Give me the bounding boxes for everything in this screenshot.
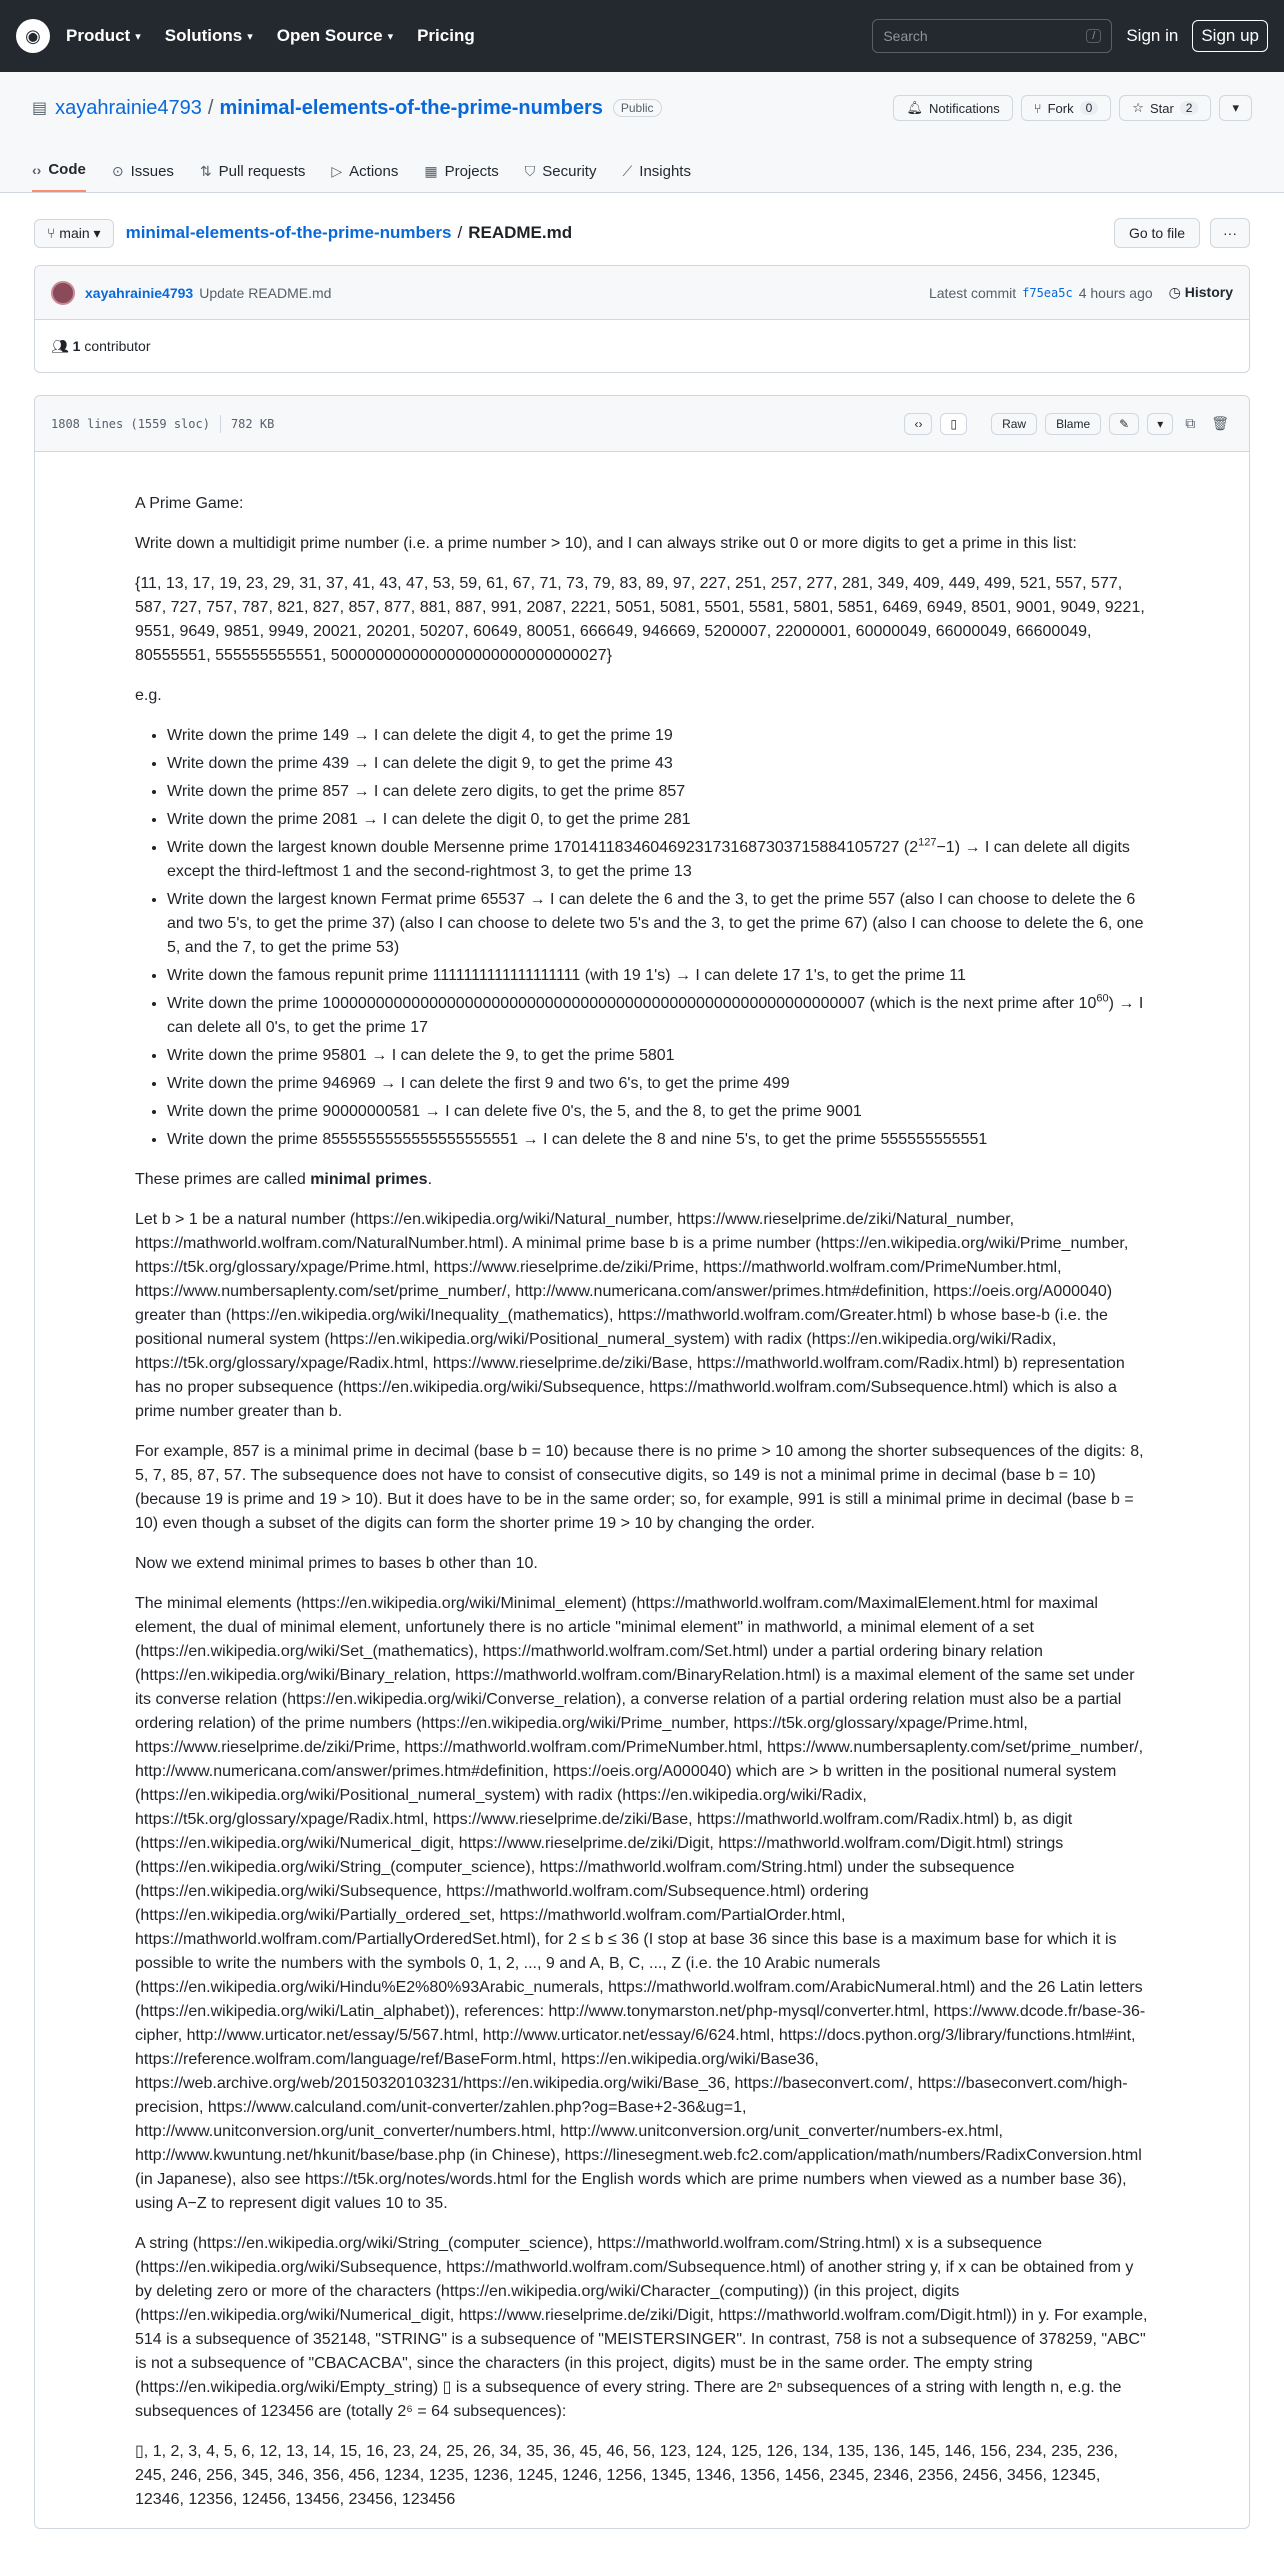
bell-icon: 🔔︎	[906, 100, 923, 115]
file-icon: ▯	[950, 416, 958, 431]
tab-insights[interactable]: ⟋ Insights	[622, 163, 691, 180]
list-item: • Write down the prime 857 → I can delete zero digits, to get the prime 857	[167, 780, 1149, 804]
latest-commit-box: xayahrainie4793 Update README.md Latest commit f75ea5c 4 hours ago ◷ History 👥︎ 1 contributor	[34, 265, 1250, 373]
table-icon: ▦	[424, 163, 438, 179]
graph-icon: ⟋	[622, 163, 633, 179]
readme-paragraph: For example, 857 is a minimal prime in decimal (base b = 10) because there is no prime > 10 among the shorter subsequences of the digits: 8, 5, 7, 85, 87, 57. The subsequence does not have to consist of consecutive digits, so 149 is not a minimal prime in decimal (base b = 10) (because 19 is prime and 19 > 10). But it does have to be in the same order; so, for example, 991 is still a minimal prime in decimal (base b = 10) even though a subset of the digits can form the shorter prime 19 > 10 by changing the order.	[135, 1443, 1144, 1532]
play-icon: ▷	[331, 163, 343, 179]
edit-button[interactable]	[1109, 413, 1139, 435]
file-breadcrumb-bar	[34, 215, 1250, 251]
branch-icon: ⑂	[47, 224, 60, 241]
list-item: • Write down the largest known double Mersenne prime 170141183460469231731687303715884105727 $(2^{127}-1) \to I$ can delete all digits except the third-leftmost 1 and the second-rightmost 3, to get the prime 13	[167, 836, 1149, 884]
list-item: • Write down the prime 95801 → I can delete the 9, to get the prime 5801	[167, 1044, 1149, 1068]
fork-button[interactable]: ⑂ Fork 0	[1021, 95, 1112, 121]
repo-owner-link[interactable]: xayahrainie4793	[55, 96, 202, 119]
issue-icon: ⊙	[111, 163, 124, 179]
readme-paragraph: The minimal elements (https://en.wikipedia.org/wiki/Minimal_element) (https://mathworld.wolfram.com/MaximalElement.html for maximal element, the dual of minimal element, unfortunely there is no article "minimal element" in mathworld, a minimal element of a set (https://en.wikipedia.org/wiki/Set_(mathematics), https://mathworld.wolfram.com/Set.html) under a partial ordering binary relation (https://en.wikipedia.org/wiki/Binary_relation, https://mathworld.wolfram.com/BinaryRelation.html) is a maximal element of the same set under its converse relation (https://en.wikipedia.org/wiki/Converse_relation), a converse relation of a partial ordering relation must also be a partial ordering relation) of the prime numbers (https://en.wikipedia.org/wiki/Prime_number, https://t5k.org/glossary/xpage/Prime.html, https://www.rieselprime.de/ziki/Prime, https://mathworld.wolfram.com/PrimeNumber.html, https://www.numbersaplenty.com/set/prime_number/, http://www.numericana.com/answer/primes.htm#definition, https://oeis.org/A000040) which are > b written in the positional numeral system (https://en.wikipedia.org/wiki/Positional_numeral_system) with radix (https://en.wikipedia.org/wiki/Radix, https://t5k.org/glossary/xpage/Radix.html, https://www.rieselprime.de/ziki/Base, https://mathworld.wolfram.com/Radix.html) b, as digit (https://en.wikipedia.org/wiki/Numerical_digit, https://www.rieselprime.de/ziki/Digit, https://mathworld.wolfram.com/Digit.html) strings (https://en.wikipedia.org/wiki/String_(computer_science), https://mathworld.wolfram.com/String.html) under the subsequence (https://en.wikipedia.org/wiki/Subsequence, https://mathworld.wolfram.com/Subsequence.html) ordering (https://en.wikipedia.org/wiki/Partially_ordered_set, https://mathworld.wolfram.com/PartialOrder.html, https://mathworld.wolfram.com/PartiallyOrderedSet.html), for 2 ≤ b ≤ 36 (I stop at base 36 since this base is a maximum base for which it is possible to write the numbers with the symbols 0, 1, 2, ..., 9 and A, B, C, ..., Z (i.e. the 10 Arabic numerals (https://en.wikipedia.org/wiki/Hindu%E2%80%93Arabic_numerals, https://mathworld.wolfram.com/ArabicNumeral.html) and the 26 Latin letters (https://en.wikipedia.org/wiki/Latin_alphabet)), references: http://www.tonymarston.net/php-mysql/converter.html, https://www.dcode.fr/base-36-cipher, http://www.urticator.net/essay/5/567.html, http://www.urticator.net/essay/6/624.html, https://docs.python.org/3/library/functions.html#int, https://reference.wolfram.com/language/ref/BaseForm.html, https://en.wikipedia.org/wiki/Base36, https://web.archive.org/web/20150320103231/https://en.wikipedia.org/wiki/Base_36, https://baseconvert.com/, https://baseconvert.com/high-precision, https://www.calculand.com/unit-converter/zahlen.php?og=Base+2-36&ug=1, http://www.unitconversion.org/unit_converter/numbers.html, http://www.unitconversion.org/unit_converter/numbers-ex.html, http://www.kwuntung.net/hkunit/base/base.php (in Chinese), https://linesegment.web.fc2.com/application/math/numbers/RadixConversion.html (in Japanese), also see https://t5k.org/notes/words.html for the English words which are prime numbers when viewed as a number base 36), using A−Z to represent digit values 10 to 35.	[135, 1595, 1146, 2212]
chevron-down-icon: ▾	[1157, 416, 1164, 431]
nav-solutions[interactable]: Solutions ▾	[164, 26, 253, 45]
raw-button[interactable]: Raw	[991, 413, 1037, 435]
copy-icon[interactable]: ⧉	[1185, 415, 1196, 431]
repo-header	[0, 72, 1284, 193]
repo-icon: ▤	[32, 100, 48, 117]
github-logo-icon[interactable]: ◉	[16, 19, 50, 53]
commit-message-link[interactable]: Update README.md	[199, 284, 332, 301]
readme-paragraph: ▯, 1, 2, 3, 4, 5, 6, 12, 13, 14, 15, 16, 23, 24, 25, 26, 34, 35, 36, 45, 46, 56, 123, 124, 125, 126, 134, 135, 136, 145, 146, 156, 234, 235, 236, 245, 246, 256, 345, 346, 356, 456, 1234, 1235, 1236, 1245, 1246, 1256, 1345, 1346, 1356, 1456, 2345, 2346, 2356, 2456, 3456, 12345, 12346, 12356, 12456, 13456, 23456, 123456	[135, 2443, 1118, 2508]
blame-button[interactable]: Blame	[1045, 413, 1101, 435]
global-header	[0, 0, 1284, 72]
more-options-button[interactable]: ···	[1210, 218, 1250, 248]
chevron-down-icon: ▾	[247, 30, 253, 43]
trash-icon[interactable]: 🗑︎	[1211, 415, 1229, 431]
file-viewer	[34, 395, 1250, 2529]
breadcrumb-repo-link[interactable]: minimal-elements-of-the-prime-numbers	[125, 223, 452, 242]
readme-paragraph: {11, 13, 17, 19, 23, 29, 31, 37, 41, 43, 47, 53, 59, 61, 67, 71, 73, 79, 83, 89, 97, 227, 251, 257, 277, 281, 349, 409, 449, 499, 521, 557, 577, 587, 727, 757, 787, 821, 827, 857, 877, 881, 887, 991, 2087, 2221, 5051, 5081, 5501, 5581, 5801, 5851, 6469, 6949, 8501, 9001, 9049, 9221, 9551, 9649, 9851, 9949, 20021, 20201, 50207, 60649, 80051, 666649, 946669, 5200007, 22000001, 60000049, 66000049, 66600049, 80555551, 555555555551, 5000000000000000000000000000027}	[135, 575, 1145, 664]
commit-time: 4 hours ago	[1078, 284, 1153, 301]
chevron-down-icon: ▾	[1232, 100, 1239, 115]
star-count: 2	[1180, 101, 1199, 115]
list-item: • Write down the prime 2081 → I can delete the digit 0, to get the prime 281	[167, 808, 1149, 832]
preview-button[interactable]	[940, 413, 967, 435]
pull-request-icon: ⇅	[199, 163, 212, 179]
list-item: • Write down the largest known Fermat prime 65537 → I can delete the 6 and the 3, to get the prime 557 (also I can choose to delete the 6 and two 5's, to get the prime 37) (also I can choose to delete two 5's and the 3, to get the prime 67) (also I can choose to delete the 6, one 5, and the 7, to get the prime 53)	[167, 888, 1149, 960]
search-shortcut-key: /	[1086, 29, 1101, 43]
tab-code[interactable]: ‹› Code	[32, 161, 86, 192]
list-item: • Write down the prime 90000000581 → I can delete five 0's, the 5, and the 8, to get the prime 9001	[167, 1100, 1149, 1124]
readme-paragraph: Now we extend minimal primes to bases b other than 10.	[135, 1555, 538, 1572]
list-item: • Write down the prime 1000000000000000000000000000000000000000000000000000000000007 (which is the next prime after $10^{60}) \to I$ can delete all 0's, to get the prime 17	[167, 992, 1149, 1040]
history-link[interactable]: ◷ History	[1168, 284, 1233, 300]
star-icon: ☆	[1132, 100, 1144, 115]
branch-selector[interactable]: ⑂ main ▾	[34, 219, 114, 248]
tab-issues[interactable]: ⊙ Issues	[111, 163, 174, 180]
readme-paragraph: A string (https://en.wikipedia.org/wiki/String_(computer_science), https://mathworld.wolfram.com/String.html) x is a subsequence (https://en.wikipedia.org/wiki/Subsequence, https://mathworld.wolfram.com/Subsequence.html) of another string y, if x can be obtained from y by deleting zero or more of the characters (https://en.wikipedia.org/wiki/Character_(computing)) (in this project, digits (https://en.wikipedia.org/wiki/Numerical_digit, https://www.rieselprime.de/ziki/Digit, https://mathworld.wolfram.com/Digit.html)) in y. For example, 514 is a subsequence of 352148, "STRING" is a subsequence of "MEISTERSINGER". In contrast, 758 is not a subsequence of 378259, "ABC" is not a subsequence of "CBACACBA", since the characters (in this project, digits) must be in the same order. The empty string (https://en.wikipedia.org/wiki/Empty_string) ▯ is a subsequence of every string. There are 2ⁿ subsequences of a string with length n, e.g. the subsequences of 123456 are (totally 2⁶ = 64 subsequences):	[135, 2235, 1148, 2420]
contributors-row[interactable]: 👥︎ 1 contributor	[51, 337, 151, 354]
readme-paragraph: e.g.	[135, 687, 162, 704]
repo-tabs	[32, 144, 1252, 192]
readme-paragraph: Write down a multidigit prime number (i.e. a prime number > 10), and I can always strike out 0 or more digits to get a prime in this list:	[135, 535, 1077, 552]
list-item: • Write down the prime 8555555555555555555551 → I can delete the 8 and nine 5's, to get the prime 555555555551	[167, 1128, 1149, 1152]
file-line-count: 1808 lines (1559 sloc)	[51, 416, 210, 431]
list-item: • Write down the prime 149 → I can delete the digit 4, to get the prime 19	[167, 724, 1149, 748]
nav-pricing[interactable]: Pricing	[417, 26, 475, 45]
readme-paragraph: These primes are called minimal primes.	[135, 1171, 433, 1188]
go-to-file-button[interactable]: Go to file	[1114, 218, 1200, 248]
readme-content	[35, 452, 1249, 2512]
history-icon: ◷	[1168, 284, 1185, 300]
visibility-badge: Public	[613, 99, 662, 117]
repo-name-link[interactable]: minimal-elements-of-the-prime-numbers	[219, 96, 603, 119]
chevron-down-icon: ▾	[89, 224, 101, 241]
fork-count: 0	[1080, 101, 1099, 115]
edit-dropdown-button[interactable]	[1147, 413, 1173, 435]
pencil-icon: ✎	[1119, 416, 1130, 431]
people-icon: 👥︎	[51, 337, 73, 354]
readme-paragraph: Let b > 1 be a natural number (https://en.wikipedia.org/wiki/Natural_number, https://www.rieselprime.de/ziki/Natural_number, https://mathworld.wolfram.com/NaturalNumber.html). A minimal prime base b is a prime number (https://en.wikipedia.org/wiki/Prime_number, https://t5k.org/glossary/xpage/Prime.html, https://www.rieselprime.de/ziki/Prime, https://mathworld.wolfram.com/PrimeNumber.html, https://www.numbersaplenty.com/set/prime_number/, http://www.numericana.com/answer/primes.htm#definition, https://oeis.org/A000040) greater than (https://en.wikipedia.org/wiki/Inequality_(mathematics), https://mathworld.wolfram.com/Greater.html) b whose base-b (i.e. the positional numeral system (https://en.wikipedia.org/wiki/Positional_numeral_system) with radix (https://en.wikipedia.org/wiki/Radix, https://t5k.org/glossary/xpage/Radix.html, https://www.rieselprime.de/ziki/Base, https://mathworld.wolfram.com/Radix.html) b) representation has no proper subsequence (https://en.wikipedia.org/wiki/Subsequence, https://mathworld.wolfram.com/Subsequence.html) which is also a prime number greater than b.	[135, 1211, 1129, 1420]
avatar[interactable]	[51, 281, 75, 305]
notifications-button[interactable]: 🔔︎ Notifications	[893, 95, 1012, 121]
sign-in-link[interactable]: Sign in	[1126, 26, 1179, 45]
top-nav	[66, 26, 475, 46]
chevron-down-icon: ▾	[387, 30, 394, 43]
tab-pull-requests[interactable]: ⇅ Pull requests	[199, 163, 306, 180]
commit-author-link[interactable]: xayahrainie4793	[85, 284, 194, 301]
nav-product[interactable]: Product ▾	[66, 26, 141, 45]
commit-sha-link[interactable]: f75ea5c	[1022, 285, 1073, 300]
tab-actions[interactable]: ▷ Actions	[331, 163, 399, 180]
path-separator: /	[207, 96, 214, 119]
list-item: • Write down the prime 439 → I can delete the digit 9, to get the prime 43	[167, 752, 1149, 776]
code-icon: ‹›	[32, 161, 42, 178]
fork-icon: ⑂	[1033, 100, 1042, 116]
path-separator: /	[457, 223, 463, 242]
search-input[interactable]: Search /	[872, 19, 1112, 53]
tab-security[interactable]: ⛉ Security	[524, 163, 597, 180]
breadcrumb-file: README.md	[468, 223, 573, 242]
list-item: • Write down the famous repunit prime 1111111111111111111 (with 19 1's) → I can delete 17 1's, to get the prime 11	[167, 964, 1149, 988]
readme-paragraph: A Prime Game:	[135, 495, 244, 512]
shield-icon: ⛉	[524, 163, 536, 179]
code-icon: ‹›	[914, 416, 923, 431]
sign-up-button[interactable]: Sign up	[1192, 20, 1268, 52]
list-item: • Write down the prime 946969 → I can delete the first 9 and two 6's, to get the prime 499	[167, 1072, 1149, 1096]
star-button[interactable]: ☆ Star 2	[1119, 95, 1211, 121]
examples-list	[167, 724, 1149, 1152]
code-view-button[interactable]	[904, 413, 932, 435]
star-dropdown-button[interactable]	[1219, 95, 1252, 121]
file-size: 782 KB	[230, 416, 275, 431]
nav-open-source[interactable]: Open Source ▾	[276, 26, 394, 45]
tab-projects[interactable]: ▦ Projects	[424, 163, 499, 180]
chevron-down-icon: ▾	[135, 30, 141, 43]
